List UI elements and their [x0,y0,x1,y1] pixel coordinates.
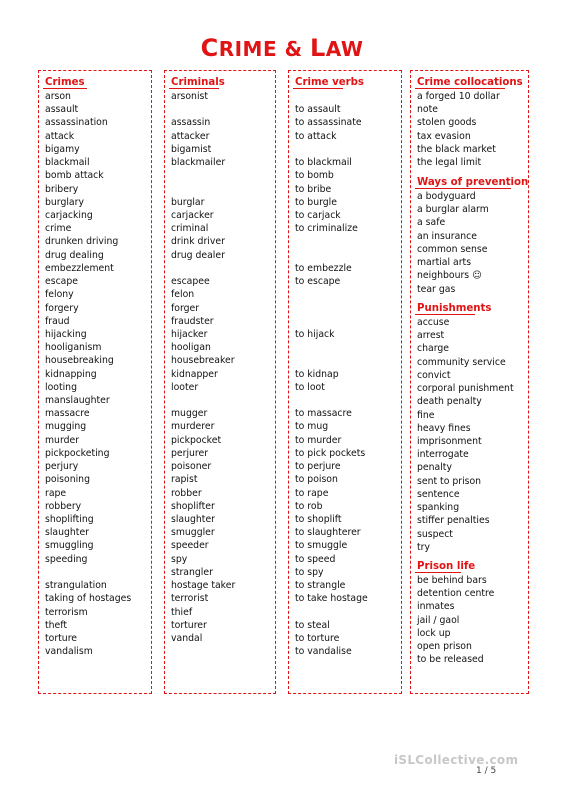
list-item: embezzlement [45,262,114,274]
list-item: kidnapper [171,368,218,380]
list-item [171,169,235,182]
list-item: to loot [295,381,325,393]
page-number: 1 / 5 [476,766,497,776]
list-item: drug dealing [45,249,104,261]
list-item: looting [45,381,77,393]
list-item: penalty [417,462,452,474]
list-item: inmates [417,601,455,613]
list-item: stiffer penalties [417,515,490,527]
list-item: escape [45,276,78,288]
list-item: drug dealer [171,249,225,261]
list-item: felony [45,289,74,301]
list-item: interrogate [417,449,469,461]
prison-life-heading: Prison life [417,561,476,572]
list-item: bigamy [45,143,80,155]
list-item: hostage taker [171,580,236,592]
list-item: drink driver [171,236,225,248]
site-watermark: iSLCollective.com [394,753,519,767]
list-item: the black market [417,143,496,155]
list-item: to mug [295,421,329,433]
list-item: neighbours ☺ [417,270,482,282]
criminals-heading: Criminals [171,77,225,88]
list-item: tear gas [417,283,456,295]
prevention-list [417,190,489,296]
list-item: charge [417,343,449,355]
list-item: the legal limit [417,157,482,169]
list-item: tax evasion [417,130,471,142]
list-item: to assault [295,104,341,116]
list-item: blackmailer [171,157,226,169]
list-item: to shoplift [295,514,342,525]
list-item: to smuggle [295,540,348,552]
list-item: to strangle [295,580,346,592]
list-item: taking of hostages [45,593,132,605]
list-item: torture [45,632,78,644]
list-item: forgery [45,302,79,314]
list-item: carjacker [171,209,214,221]
list-item: strangler [171,566,213,578]
list-item: attack [45,130,75,142]
list-item [171,394,235,407]
list-item: to slaughterer [295,527,361,539]
list-item [295,341,368,354]
list-item: poisoning [45,474,90,486]
list-item: murder [45,434,80,446]
heading-underline [415,88,505,89]
list-item: slaughter [171,514,215,525]
list-item: vandalism [45,646,93,658]
list-item: rapist [171,474,198,486]
list-item [295,249,368,262]
list-item: martial arts [417,257,472,269]
list-item: bribery [45,183,79,195]
list-item: smuggling [45,540,94,552]
list-item: to blackmail [295,157,352,169]
list-item: a safe [417,217,446,229]
list-item: to speed [295,553,336,565]
list-item [171,183,235,196]
list-item [295,315,368,328]
list-item: to assassinate [295,117,362,129]
list-item: to bribe [295,183,332,195]
list-item: to be released [417,654,484,666]
list-item: shoplifting [45,514,94,525]
list-item: thief [171,606,193,618]
prison-life-list [417,574,494,667]
list-item: a forged 10 dollar [417,91,500,102]
criminals-list [171,90,235,645]
list-item: to vandalise [295,646,352,658]
list-item: arsonist [171,91,209,102]
list-item: jail / gaol [417,614,460,626]
list-item: robbery [45,500,82,512]
prevention-heading: Ways of prevention [417,177,529,188]
list-item: escapee [171,276,210,288]
list-item: to kidnap [295,368,339,380]
list-item: attacker [171,130,210,142]
list-item: perjurer [171,447,209,459]
list-item: bigamist [171,143,212,155]
list-item: shoplifter [171,500,215,512]
list-item: smuggler [171,527,215,539]
list-item: spanking [417,502,460,514]
list-item: manslaughter [45,395,110,407]
list-item: common sense [417,243,488,255]
list-item: try [417,541,430,553]
list-item: to criminalize [295,223,358,235]
list-item [295,394,368,407]
list-item: to steal [295,619,330,631]
heading-underline [415,314,475,315]
crime-verbs-column [288,70,402,694]
list-item: robber [171,487,202,499]
punishments-heading: Punishments [417,303,492,314]
list-item: burglary [45,196,84,208]
list-item [295,235,368,248]
list-item: to escape [295,276,341,288]
list-item: rape [45,487,67,499]
list-item: to burgle [295,196,337,208]
list-item: arrest [417,330,445,342]
list-item: convict [417,369,451,381]
list-item: arson [45,91,71,102]
list-item: an insurance [417,230,477,242]
list-item [295,288,368,301]
list-item: terrorist [171,593,209,605]
heading-underline [415,572,461,573]
list-item: mugging [45,421,87,433]
list-item: lock up [417,627,451,639]
list-item: hijacking [45,328,87,340]
list-item: fine [417,409,435,421]
list-item: corporal punishment [417,383,514,395]
list-item: to rape [295,487,329,499]
list-item: fraudster [171,315,214,327]
list-item: blackmail [45,157,90,169]
collocations-list [417,90,500,169]
list-item: sentence [417,488,460,500]
punishments-list [417,316,514,554]
list-item: poisoner [171,461,212,473]
list-item: a burglar alarm [417,204,489,216]
list-item: hooligan [171,342,211,354]
list-item: housebreaking [45,355,114,367]
list-item: to spy [295,566,324,578]
list-item: criminal [171,223,209,235]
collocations-heading: Crime collocations [417,77,523,88]
list-item: to torture [295,632,340,644]
list-item: carjacking [45,209,93,221]
collocations-column [410,70,529,694]
list-item: murderer [171,421,215,433]
list-item: assault [45,104,79,116]
list-item: be behind bars [417,575,487,586]
list-item: to pick pockets [295,447,366,459]
list-item: housebreaker [171,355,235,367]
list-item [295,302,368,315]
list-item: note [417,104,438,116]
list-item: to massacre [295,408,352,420]
list-item: to murder [295,434,342,446]
crimes-column [38,70,152,694]
list-item: torturer [171,619,207,631]
list-item: to hijack [295,328,335,340]
list-item: to bomb [295,170,334,182]
list-item [295,143,368,156]
list-item [295,606,368,619]
list-item: forger [171,302,200,314]
list-item: pickpocket [171,434,222,446]
list-item: detention centre [417,588,495,600]
list-item: to embezzle [295,262,352,274]
list-item: suspect [417,528,453,540]
list-item: drunken driving [45,236,119,248]
list-item: open prison [417,641,472,653]
criminals-column [164,70,276,694]
list-item: community service [417,356,506,368]
heading-underline [415,188,511,189]
heading-underline [293,88,343,89]
list-item: speeding [45,553,88,565]
list-item: hooliganism [45,342,102,354]
list-item: looter [171,381,199,393]
list-item: theft [45,619,68,631]
list-item: burglar [171,196,205,208]
list-item: to poison [295,474,338,486]
list-item: accuse [417,317,450,328]
list-item: to rob [295,500,323,512]
list-item: speeder [171,540,209,552]
page-title: CRIME & LAW [200,34,364,62]
crime-verbs-list [295,90,368,658]
heading-underline [169,88,219,89]
list-item [171,103,235,116]
list-item: stolen goods [417,117,477,129]
list-item: to perjure [295,461,341,473]
list-item: vandal [171,632,203,644]
list-item: bomb attack [45,170,104,182]
list-item: crime [45,223,72,235]
list-item: fraud [45,315,70,327]
list-item: mugger [171,408,208,420]
list-item: felon [171,289,195,301]
list-item: assassin [171,117,211,129]
list-item: spy [171,553,188,565]
list-item: kidnapping [45,368,97,380]
list-item: strangulation [45,580,107,592]
list-item: hijacker [171,328,208,340]
list-item: terrorism [45,606,88,618]
list-item: a bodyguard [417,191,476,202]
list-item: imprisonment [417,435,482,447]
crimes-heading: Crimes [45,77,85,88]
list-item: pickpocketing [45,447,110,459]
list-item: assassination [45,117,108,129]
list-item: to carjack [295,209,341,221]
heading-underline [43,88,87,89]
list-item: sent to prison [417,475,482,487]
list-item: to attack [295,130,337,142]
crimes-list [45,90,131,658]
list-item: to take hostage [295,593,368,605]
list-item: heavy fines [417,422,471,434]
list-item: slaughter [45,527,89,539]
list-item [295,354,368,367]
list-item [171,262,235,275]
list-item: perjury [45,461,79,473]
list-item [45,566,131,579]
list-item: death penalty [417,396,482,408]
list-item [295,90,368,103]
list-item: massacre [45,408,90,420]
crime-verbs-heading: Crime verbs [295,77,364,88]
